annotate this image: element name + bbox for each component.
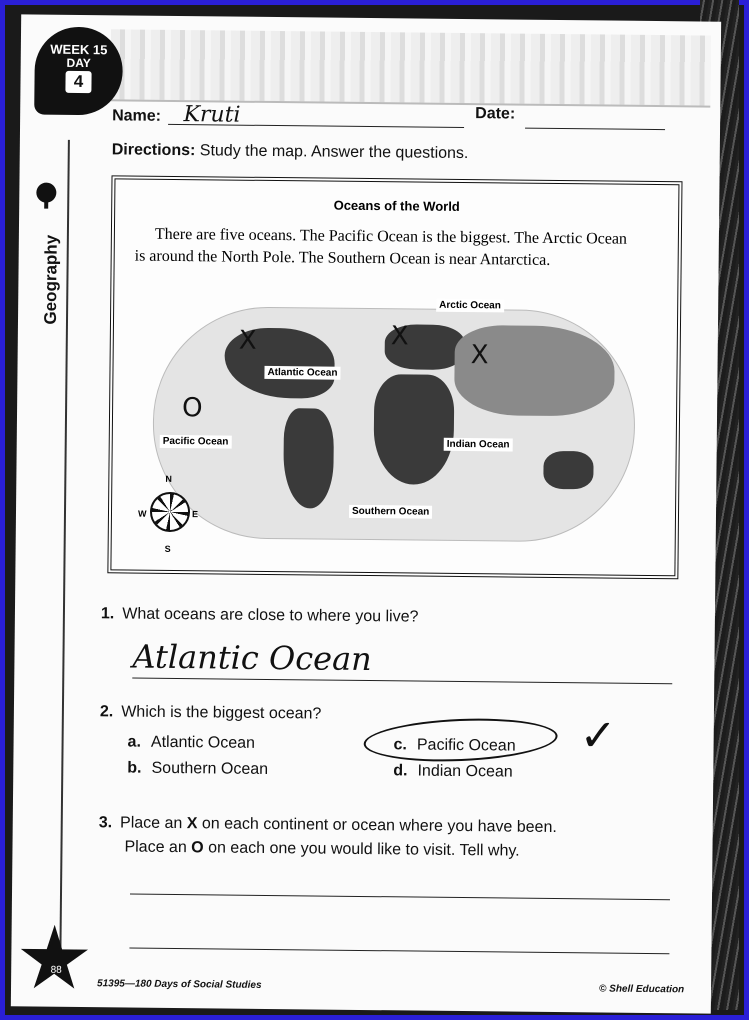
day-label: DAY (66, 55, 91, 71)
globe-icon (36, 183, 56, 203)
option-a-text: Atlantic Ocean (150, 733, 256, 752)
decorative-header-band (110, 29, 711, 107)
question-3 (98, 811, 557, 864)
option-b-text: Southern Ocean (151, 759, 269, 778)
south-america (283, 408, 334, 509)
directions-text: Study the map. Answer the questions. (199, 142, 469, 163)
q3-line1-a: Place an (120, 814, 187, 833)
indian-ocean-label: Indian Ocean (444, 438, 513, 452)
q2-option-a[interactable] (127, 734, 255, 753)
q3-o: O (191, 839, 204, 857)
compass-n: N (165, 473, 172, 484)
compass-rose (138, 474, 199, 555)
page-star-icon (19, 924, 90, 995)
q3-number: 3. (98, 814, 113, 832)
compass-w: W (137, 508, 147, 519)
q1-answer-line (132, 678, 672, 685)
x-mark-north-america: X (238, 325, 257, 356)
map-panel (107, 175, 682, 579)
question-2 (100, 703, 322, 723)
x-mark-europe: X (390, 321, 409, 352)
option-c-letter: c. (393, 736, 408, 754)
name-value[interactable]: Kruti (183, 102, 241, 128)
option-d-letter: d. (393, 762, 408, 780)
map-intro: There are five oceans. The Pacific Ocean is the biggest. The Arctic Ocean is around the North Pole. The Southern Ocean is near Antarctica. (134, 225, 628, 269)
option-c-text: Pacific Ocean (416, 736, 516, 755)
question-1 (101, 605, 419, 626)
compass-s: S (164, 543, 171, 554)
q3-answer-line-1[interactable] (130, 894, 670, 901)
x-mark-asia: X (470, 340, 489, 371)
arctic-ocean-label: Arctic Ocean (436, 299, 504, 313)
worksheet-page (11, 14, 721, 1013)
australia (543, 451, 593, 490)
book-title: 51395—180 Days of Social Studies (97, 978, 262, 991)
q1-answer[interactable]: Atlantic Ocean (132, 637, 372, 679)
q3-x: X (186, 815, 198, 833)
name-label: Name: (112, 107, 162, 125)
q1-number: 1. (100, 605, 115, 623)
week-day-badge (34, 27, 123, 116)
date-line[interactable] (525, 128, 665, 130)
southern-ocean-label: Southern Ocean (349, 505, 432, 519)
atlantic-ocean-label: Atlantic Ocean (264, 366, 340, 380)
o-mark-pacific: O (181, 393, 203, 424)
map-title: Oceans of the World (333, 197, 460, 214)
q3-line2-a: Place an (124, 838, 192, 857)
option-d-text: Indian Ocean (417, 762, 513, 781)
q3-line2-b: on each one you would like to visit. Tell why. (203, 839, 520, 860)
option-a-letter: a. (127, 733, 142, 751)
compass-e: E (191, 509, 199, 520)
publisher: © Shell Education (598, 983, 685, 996)
asia (454, 325, 615, 417)
world-map (152, 306, 636, 543)
answer-circle (363, 715, 559, 765)
q3-line1-b: on each continent or ocean where you have been. (197, 815, 557, 837)
q2-option-b[interactable] (127, 760, 268, 779)
day-number: 4 (65, 71, 91, 93)
pacific-ocean-label: Pacific Ocean (160, 435, 232, 449)
date-row (475, 105, 515, 123)
checkmark-icon: ✓ (579, 711, 617, 761)
page-number: 88 (50, 964, 62, 976)
week-label: WEEK 15 (50, 41, 108, 58)
subject-label: Geography (40, 234, 61, 325)
q2-number: 2. (99, 703, 114, 721)
directions-label: Directions: (111, 141, 196, 160)
compass-star-icon (142, 484, 199, 541)
q1-text: What oceans are close to where you live? (122, 605, 419, 626)
q3-answer-line-2[interactable] (129, 948, 669, 955)
option-b-letter: b. (127, 759, 142, 777)
date-label: Date: (475, 105, 516, 123)
directions (112, 141, 469, 163)
africa (373, 374, 454, 485)
q2-text: Which is the biggest ocean? (121, 703, 322, 723)
q2-option-d[interactable] (393, 762, 513, 781)
